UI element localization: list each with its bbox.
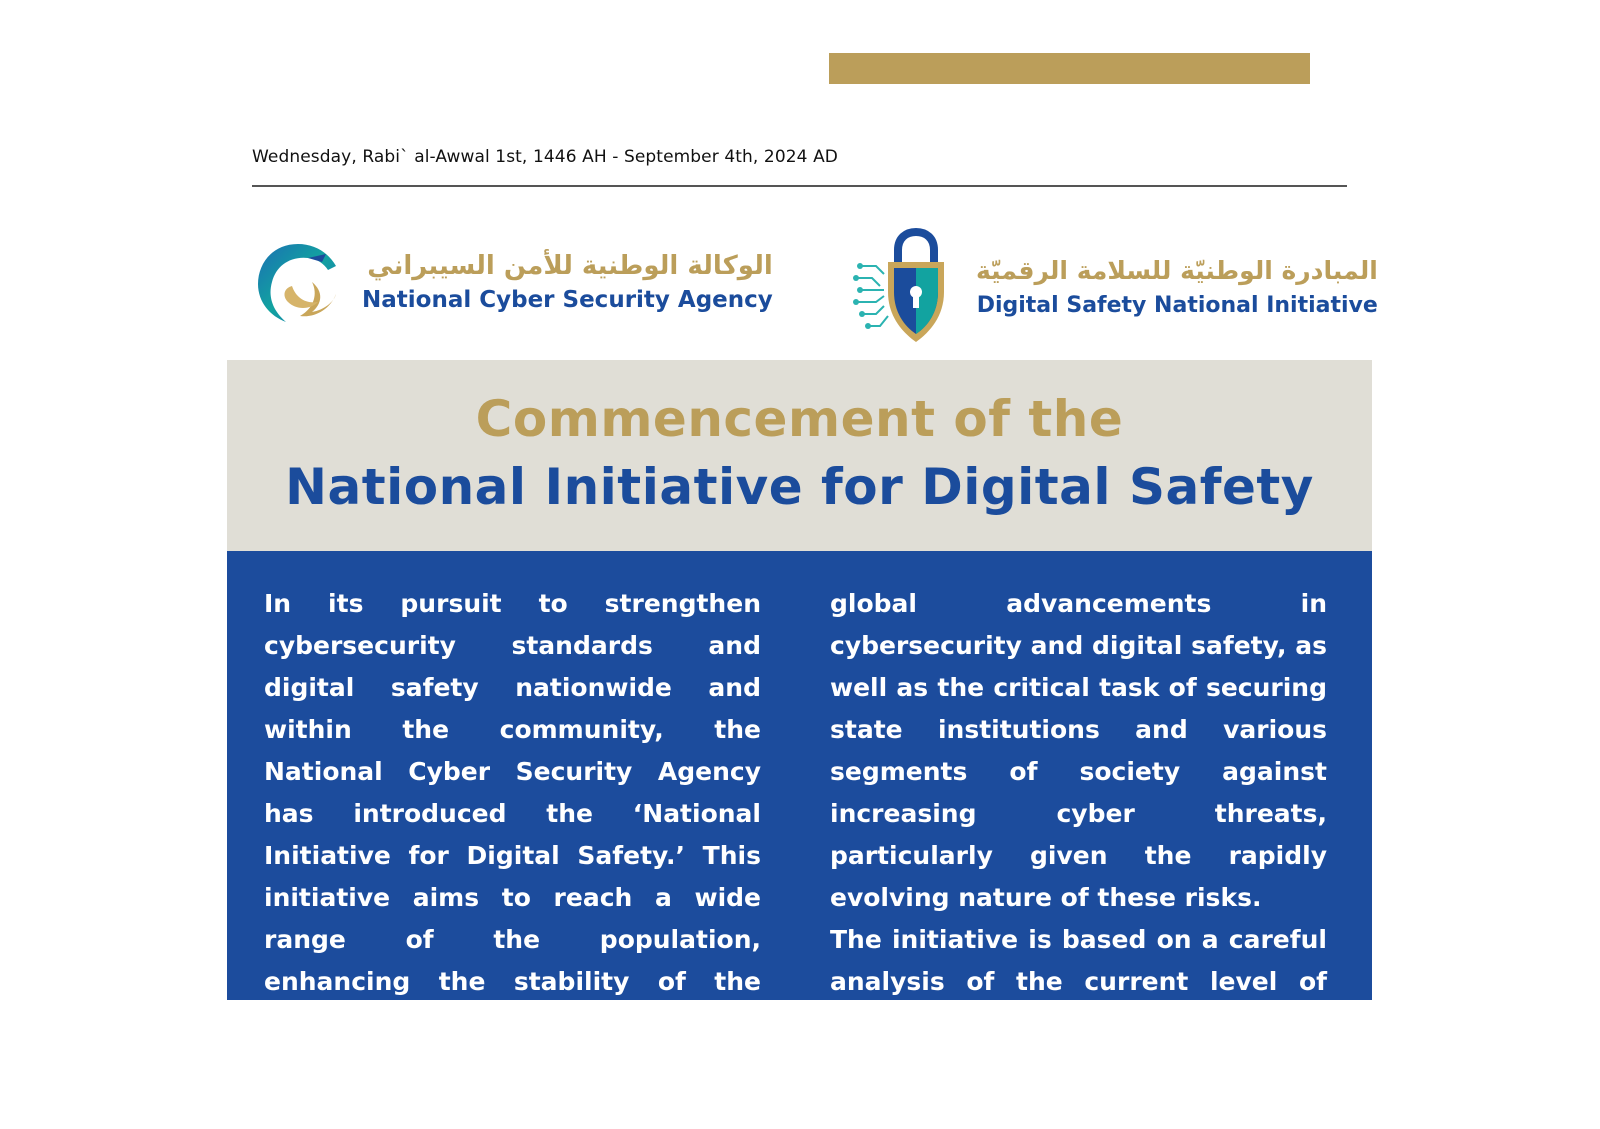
initiative-name-english: Digital Safety National Initiative — [976, 293, 1378, 318]
left-column — [264, 583, 761, 1129]
agency-logo — [252, 236, 773, 328]
paragraph: In its pursuit to strengthen cybersecurity standards and digital safety nationwide and within the community, the National Cyber Security Agency has introduced the ‘National Initiative for Digital Safety.’ This initiative aims to reach a wide range of the population, enhancing the stability of the nation’s cyberspace and improving the community’s ability to withstand rising cyber threats. — [264, 589, 761, 1122]
initiative-logo — [850, 228, 1378, 346]
right-column — [830, 583, 1327, 1087]
paragraph: The initiative is based on a careful analysis of the current level of cybersecurity awareness among the target groups, — [830, 925, 1327, 1080]
title-banner — [227, 360, 1372, 551]
falcon-emblem-icon — [252, 236, 344, 328]
shield-lock-circuit-icon — [850, 228, 962, 346]
headline-line-2: National Initiative for Digital Safety — [285, 458, 1314, 516]
paragraph: global advancements in cybersecurity and digital safety, as well as the critical task of securing state institutions and various segments of society against increasing cyber threats, particularly given the rapidly evolving nature of these risks. — [830, 589, 1327, 912]
agency-name-english: National Cyber Security Agency — [362, 287, 773, 313]
decorative-gold-bar — [829, 53, 1310, 84]
publication-date: Wednesday, Rabi` al-Awwal 1st, 1446 AH - September 4th, 2024 AD — [252, 147, 838, 167]
article-body — [227, 551, 1372, 1122]
agency-name-arabic: الوكالة الوطنية للأمن السيبراني — [367, 251, 773, 281]
headline-line-1: Commencement of the — [475, 390, 1124, 448]
initiative-name-arabic: المبادرة الوطنيّة للسلامة الرقميّة — [976, 256, 1378, 285]
header-divider — [252, 185, 1347, 187]
